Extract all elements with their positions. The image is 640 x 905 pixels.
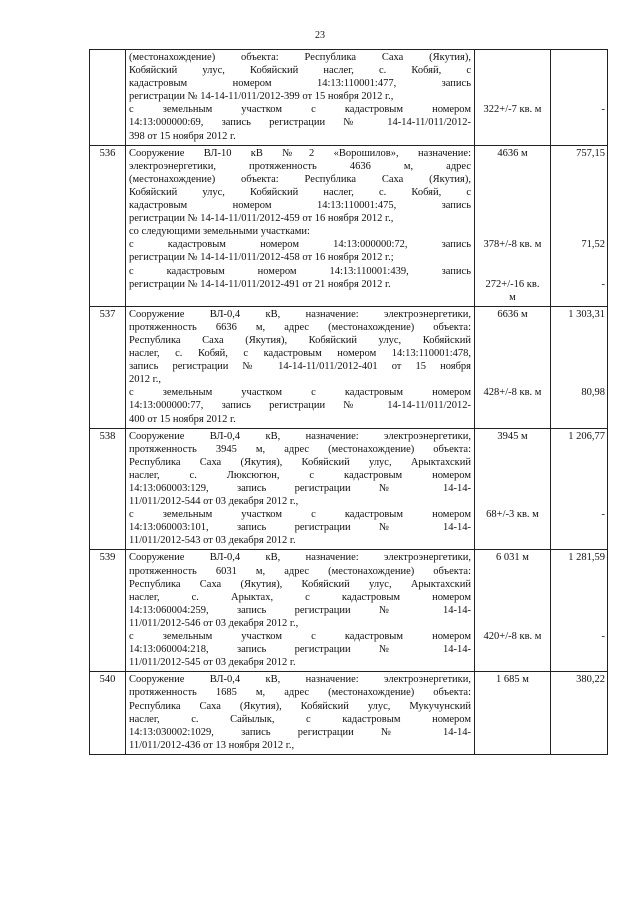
description-line: 14:13:060003:101, запись регистрации № 14-14- (129, 522, 471, 534)
object-description (126, 428, 475, 550)
description-line: 14:13:000000:77, запись регистрации № 14-14-11/011/2012- (129, 400, 471, 412)
cost-value (554, 456, 605, 469)
cost-value (554, 469, 605, 482)
description-line: 11/011/2012-543 от 03 декабря 2012 г. (129, 535, 296, 547)
description-line: регистрации № 14-14-11/011/2012-458 от 16 ноября 2012 г.; (129, 252, 394, 264)
description-line: Республика Саха (Якутия), Кобяйский улус, Арыктахский (129, 578, 471, 590)
cost-value (554, 591, 605, 604)
object-cost (551, 550, 608, 672)
cost-value (554, 160, 605, 173)
description-line: наслег, с. Сайылык, с кадастровым номером (129, 713, 471, 725)
description-line: Кобяйский улус, Кобяйский наслег, с. Кобяй, с (129, 65, 471, 77)
description-line: Сооружение ВЛ-0,4 кВ, назначение: электроэнергетики, (129, 430, 471, 442)
description-line: Сооружение ВЛ-10 кВ №2 «Ворошилов», назначение: (129, 147, 471, 159)
size-value (478, 617, 547, 630)
size-value (478, 199, 547, 212)
size-value: 68+/-3 кв. м (486, 509, 539, 521)
size-value: 420+/-8 кв. м (483, 631, 542, 643)
cost-value (554, 617, 605, 630)
cost-value (554, 482, 605, 495)
object-size (475, 428, 551, 550)
description-line: Сооружение ВЛ-0,4 кВ, назначение: электроэнергетики, (129, 308, 471, 320)
description-line: Республика Саха (Якутия), Кобяйский улус, Арыктахский (129, 456, 471, 468)
description-line: 14:13:030002:1029, запись регистрации № 14-14- (129, 726, 471, 738)
table-row (90, 672, 608, 755)
cost-value (554, 265, 605, 278)
cost-value (554, 199, 605, 212)
row-number: 537 (90, 306, 126, 428)
description-line: с кадастровым номером 14:13:110001:439, запись (129, 265, 471, 277)
size-value (478, 591, 547, 604)
description-line: 398 от 15 ноября 2012 г. (129, 130, 236, 142)
description-line: с земельным участком с кадастровым номером (129, 509, 471, 521)
description-line: протяженность 6031 м, адрес (местонахождение) объекта: (129, 565, 471, 577)
cost-value (554, 51, 605, 64)
description-line: 14:13:060003:129, запись регистрации № 14-14- (129, 483, 471, 494)
description-line: кадастровым номером 14:13:110001:477, запись (129, 78, 471, 90)
size-value (478, 604, 547, 617)
cost-value (554, 186, 605, 199)
object-size (475, 145, 551, 306)
cost-value: - (601, 631, 605, 643)
cost-value (554, 604, 605, 617)
description-line: 2012 г., (129, 374, 161, 386)
description-line: протяженность 6636 м, адрес (местонахождение) объекта: (129, 321, 471, 333)
size-value (478, 565, 547, 578)
cost-value (554, 173, 605, 186)
size-value (478, 265, 547, 278)
description-line: наслег, с. Кобяй, с кадастровым номером 14:13:110001:478, (129, 348, 471, 360)
size-value (478, 251, 547, 264)
size-value (478, 469, 547, 482)
size-value (478, 578, 547, 591)
cost-value (554, 251, 605, 264)
description-line: с земельным участком с кадастровым номером (129, 387, 471, 399)
cost-value (554, 495, 605, 508)
size-value (478, 186, 547, 199)
size-value: 322+/-7 кв. м (483, 104, 542, 116)
description-line: 14:13:060004:259, запись регистрации № 14-14- (129, 604, 471, 616)
table-row (90, 145, 608, 306)
object-description (126, 550, 475, 672)
table-row (90, 306, 608, 428)
description-line: запись регистрации № 14-14-11/011/2012-401 от 15 ноября (129, 361, 471, 373)
description-line: наслег, с. Люксюгюн, с кадастровым номером (129, 469, 471, 481)
size-value: 1 685 м (496, 674, 529, 686)
object-cost (551, 145, 608, 306)
size-value (478, 225, 547, 238)
description-line: Кобяйский улус, Кобяйский наслег, с. Кобяй, с (129, 186, 471, 198)
cost-value (554, 212, 605, 225)
object-size (475, 672, 551, 755)
cost-value (554, 334, 605, 347)
object-cost (551, 50, 608, 146)
row-number: 538 (90, 428, 126, 550)
description-line: с земельным участком с кадастровым номером (129, 104, 471, 116)
registry-table-body (90, 50, 608, 755)
size-value (478, 160, 547, 173)
size-value: 6636 м (497, 308, 528, 320)
description-line: Республика Саха (Якутия), Кобяйский улус, Мукучунский (129, 700, 471, 712)
object-cost (551, 306, 608, 428)
size-value (478, 482, 547, 495)
cost-value (554, 443, 605, 456)
size-value (478, 51, 547, 64)
description-line: с земельным участком с кадастровым номером (129, 631, 471, 643)
size-value (478, 443, 547, 456)
description-line: Сооружение ВЛ-0,4 кВ, назначение: электроэнергетики, (129, 674, 471, 686)
table-row (90, 428, 608, 550)
cost-value (554, 77, 605, 90)
object-cost (551, 428, 608, 550)
description-line: 11/011/2012-544 от 03 декабря 2012 г., (129, 496, 299, 508)
size-value: 378+/-8 кв. м (483, 239, 542, 251)
description-line: со следующими земельными участками: (129, 226, 310, 238)
cost-value: - (601, 278, 605, 290)
size-value (478, 360, 547, 373)
cost-value: - (601, 104, 605, 116)
object-size (475, 306, 551, 428)
description-line: кадастровым номером 14:13:110001:475, запись (129, 200, 471, 212)
description-line: регистрации № 14-14-11/011/2012-399 от 15 ноября 2012 г., (129, 91, 394, 103)
size-value (478, 77, 547, 90)
cost-value: 71,52 (581, 239, 605, 251)
size-value (478, 321, 547, 334)
description-line: протяженность 1685 м, адрес (местонахождение) объекта: (129, 687, 471, 699)
cost-value: 1 281,59 (568, 552, 605, 564)
cost-value: - (601, 509, 605, 521)
table-row (90, 50, 608, 146)
size-value (478, 173, 547, 186)
table-row (90, 550, 608, 672)
cost-value (554, 565, 605, 578)
size-value (478, 495, 547, 508)
object-description (126, 306, 475, 428)
description-line: электроэнергетики, протяженность 4636 м, адрес (129, 160, 471, 172)
cost-value (554, 64, 605, 77)
cost-value (554, 225, 605, 238)
description-line: с кадастровым номером 14:13:000000:72, запись (129, 239, 471, 251)
description-line: 14:13:060004:218, запись регистрации № 14-14- (129, 644, 471, 656)
object-size (475, 550, 551, 672)
cost-value: 1 303,31 (568, 308, 605, 320)
description-line: 14:13:000000:69, запись регистрации № 14-14-11/011/2012- (129, 117, 471, 129)
cost-value (554, 347, 605, 360)
registry-table (89, 49, 608, 755)
size-value (478, 456, 547, 469)
page-number: 23 (315, 30, 325, 41)
cost-value (554, 360, 605, 373)
size-value (478, 347, 547, 360)
description-line: Сооружение ВЛ-0,4 кВ, назначение: электроэнергетики, (129, 552, 471, 564)
size-value (478, 90, 547, 103)
description-line: (местонахождение) объекта: Республика Саха (Якутия), (129, 173, 471, 185)
object-description (126, 672, 475, 755)
size-value: м (509, 291, 516, 303)
row-number: 539 (90, 550, 126, 672)
row-number (90, 50, 126, 146)
row-number: 540 (90, 672, 126, 755)
cost-value: 380,22 (576, 674, 605, 686)
cost-value (554, 321, 605, 334)
description-line: 11/011/2012-436 от 13 ноября 2012 г., (129, 739, 295, 751)
description-line: 11/011/2012-546 от 03 декабря 2012 г., (129, 617, 299, 629)
size-value (478, 64, 547, 77)
description-line: (местонахождение) объекта: Республика Саха (Якутия), (129, 52, 471, 63)
size-value: 3945 м (497, 430, 528, 442)
object-size (475, 50, 551, 146)
size-value: 272+/-16 кв. (485, 278, 540, 290)
description-line: регистрации № 14-14-11/011/2012-491 от 21 ноября 2012 г. (129, 278, 391, 290)
cost-value: 1 206,77 (568, 430, 605, 442)
object-description (126, 50, 475, 146)
size-value: 4636 м (497, 147, 528, 159)
description-line: 400 от 15 ноября 2012 г. (129, 413, 236, 425)
object-description (126, 145, 475, 306)
object-cost (551, 672, 608, 755)
cost-value (554, 578, 605, 591)
size-value (478, 334, 547, 347)
row-number: 536 (90, 145, 126, 306)
cost-value: 757,15 (576, 147, 605, 159)
cost-value (554, 373, 605, 386)
size-value: 428+/-8 кв. м (483, 387, 542, 399)
size-value (478, 212, 547, 225)
description-line: регистрации № 14-14-11/011/2012-459 от 16 ноября 2012 г., (129, 213, 394, 225)
description-line: Республика Саха (Якутия), Кобяйский улус, Кобяйский (129, 334, 471, 346)
cost-value (554, 90, 605, 103)
description-line: протяженность 3945 м, адрес (местонахождение) объекта: (129, 443, 471, 455)
size-value (478, 373, 547, 386)
description-line: 11/011/2012-545 от 03 декабря 2012 г. (129, 657, 296, 669)
size-value: 6 031 м (496, 552, 529, 564)
cost-value: 80,98 (581, 387, 605, 399)
description-line: наслег, с. Арыктах, с кадастровым номером (129, 591, 471, 603)
